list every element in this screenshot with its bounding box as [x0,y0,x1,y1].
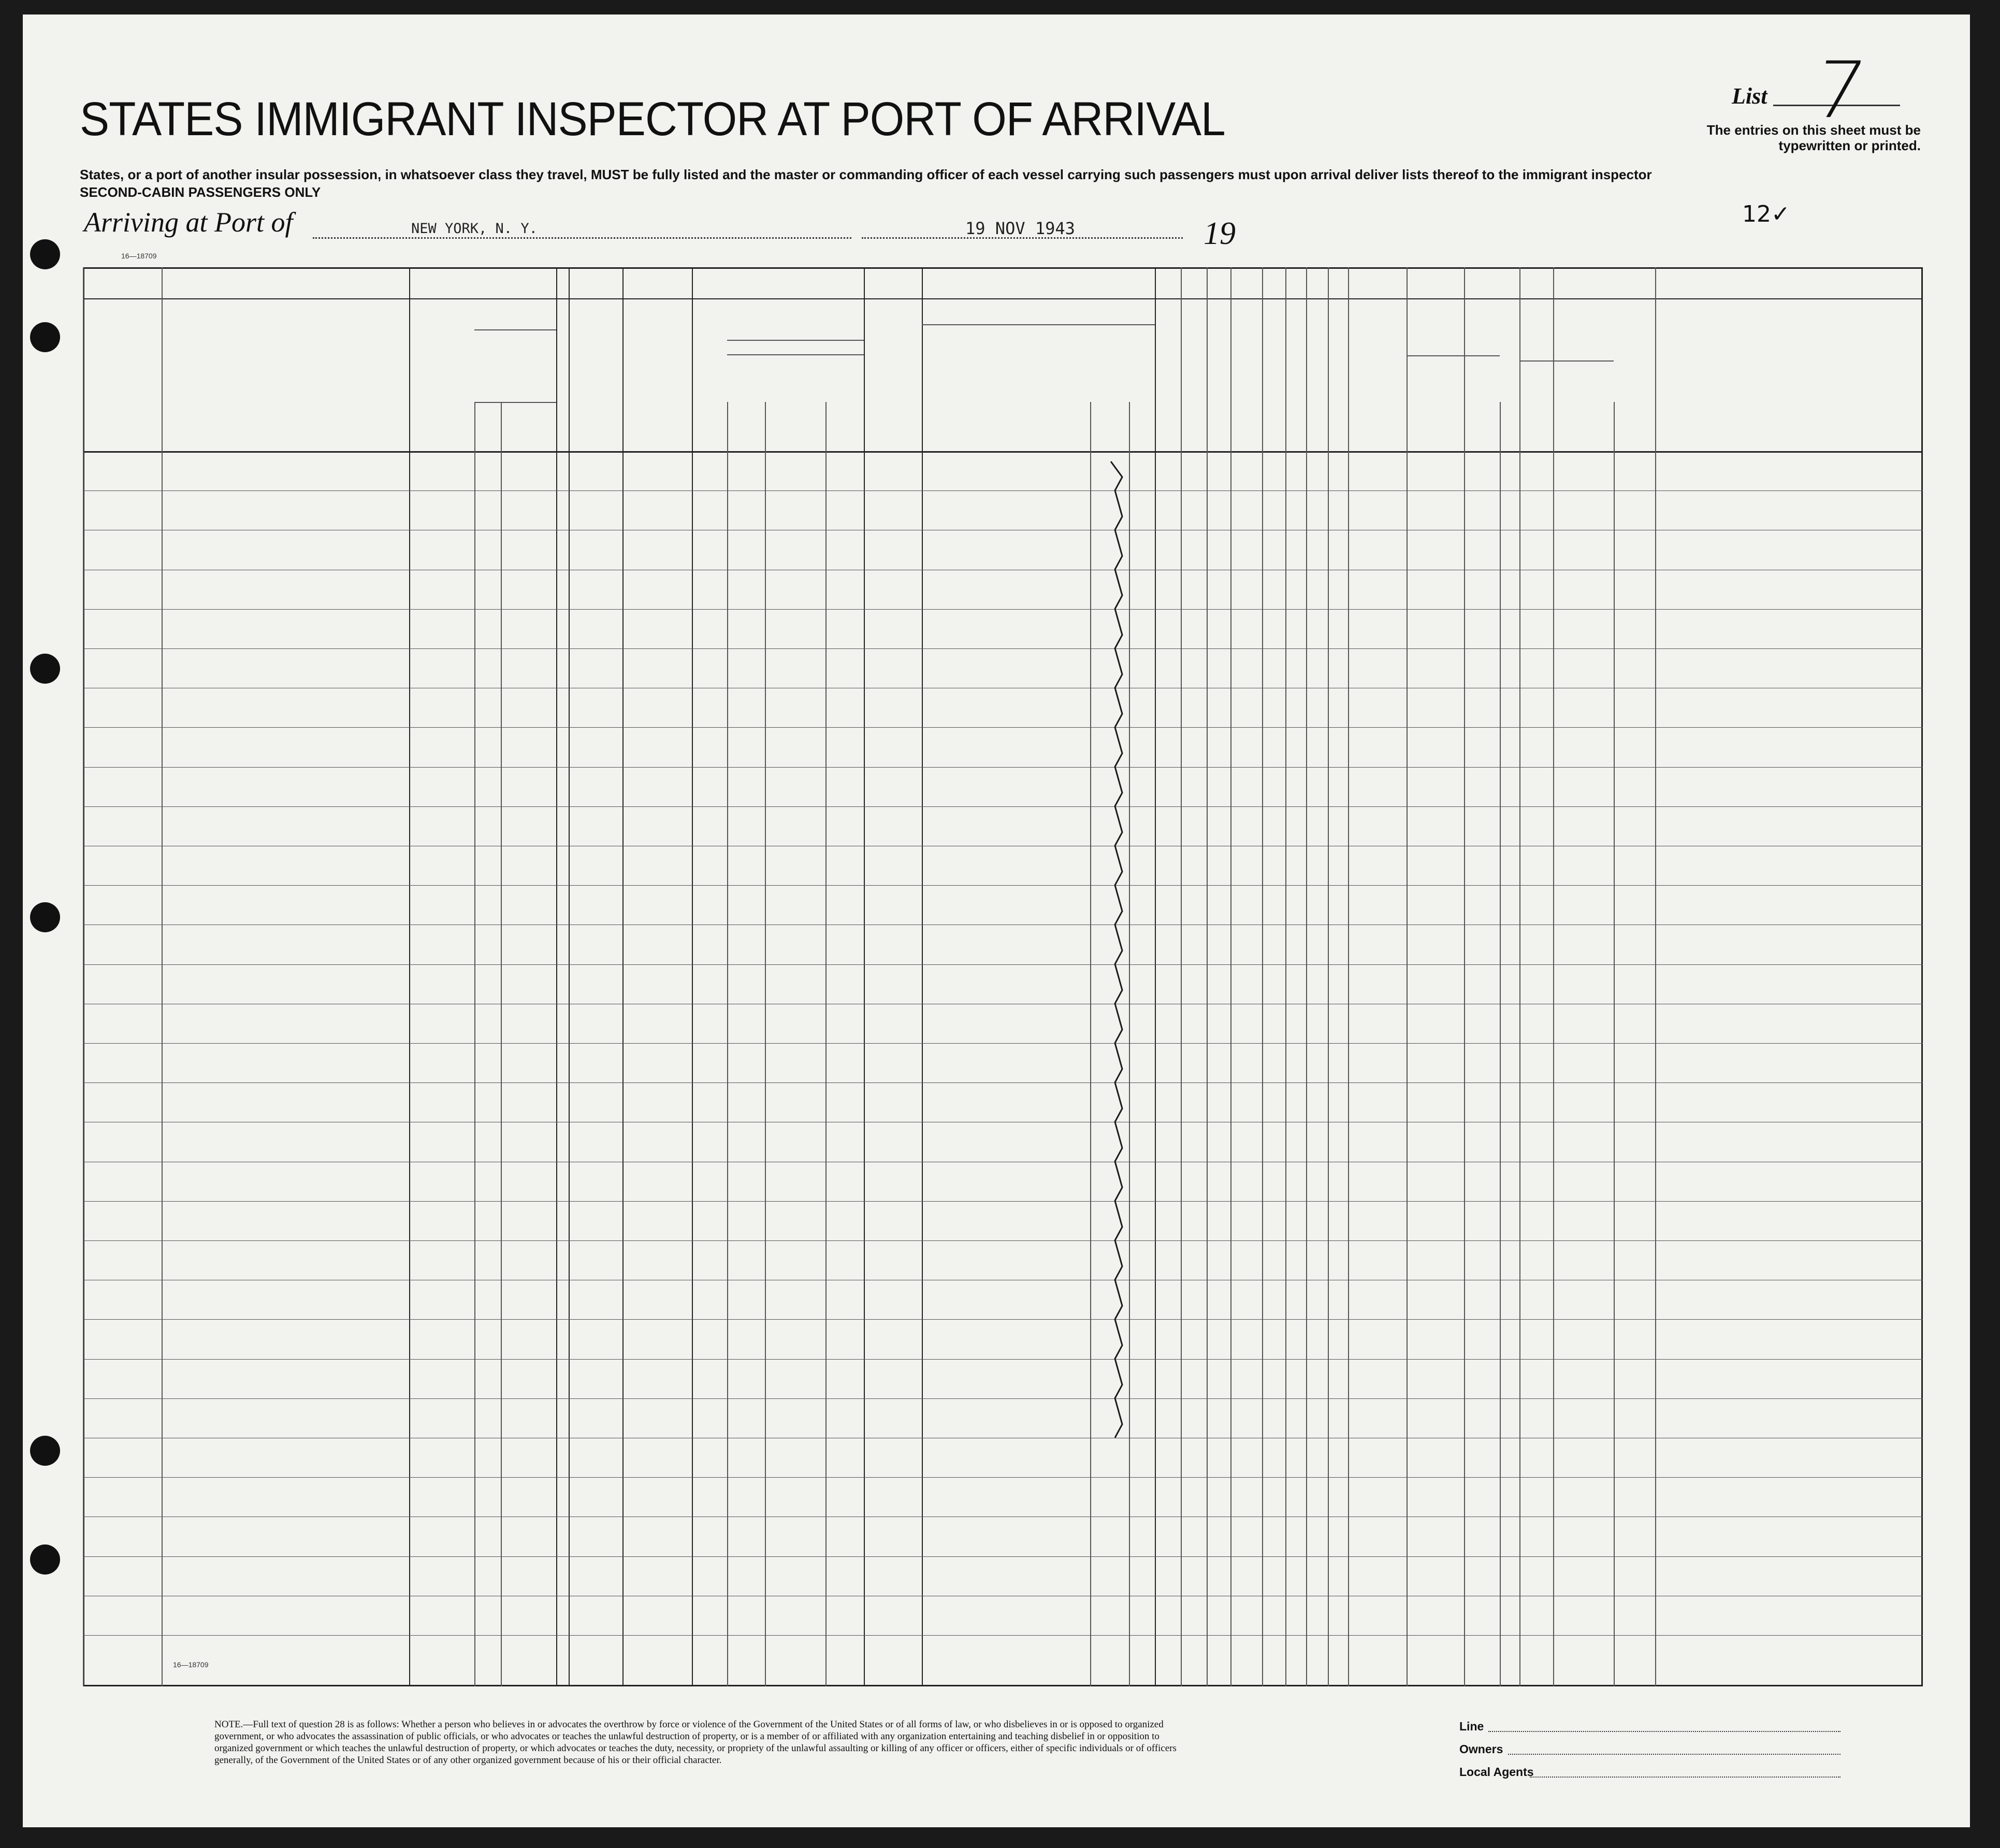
table-row [83,767,1923,806]
binder-hole [30,1544,60,1575]
table-row [83,806,1923,846]
grid-line [83,298,1923,299]
table-row [83,1043,1923,1082]
grid-line [1407,355,1500,356]
page-title: STATES IMMIGRANT INSPECTOR AT PORT OF ARRIVAL [80,93,1225,146]
grid-line [1519,360,1614,362]
entries-note: The entries on this sheet must be typewritten or printed. [1706,122,1921,153]
table-row [83,1162,1923,1201]
header-purpose-citizen [1131,328,1153,446]
table-row [83,451,1923,490]
table-row [83,609,1923,648]
sheet-number: 12✓ [1742,201,1790,227]
owners-field [1508,1754,1840,1755]
table-row [83,1004,1923,1043]
arriving-label: Arriving at Port of [84,207,293,238]
header-prison [1157,304,1179,446]
table-row [83,1201,1923,1240]
footnote-question-28: NOTE.—Full text of question 28 is as follows: Whether a person who believes in or advocates the overthrow by force or violence of the Government of the United States or of all forms of law, or who disbelieves in or is opposed to organized government, or who advocates the assassination of public officials, or who advocates or teaches the unlawful destruction of property, or is a member of or affiliated with any organization entertaining and teaching disbelief in or opposition to organized government or which teaches the unlawful destruction of property, or which advocates or teaches the duty, necessity, or propriety of the unlawful assaulting or killing of any officer or officers, either of specific individuals or of officers generally, of the Government of the United States or of any other organized government because of his or their official character. [214,1719,1177,1766]
table-row [83,846,1923,885]
arrival-port: NEW YORK, N. Y. [411,221,538,237]
line-field [1488,1731,1840,1732]
subtitle-line-2: SECOND-CABIN PASSENGERS ONLY [80,184,321,200]
binder-hole [30,322,60,352]
table-row [83,530,1923,569]
binder-hole [30,239,60,269]
empty-table-row [83,1477,1923,1517]
header-anarchist [1209,304,1228,446]
form-code-bottom: 16—18709 [173,1661,209,1669]
table-row [83,727,1923,767]
form-code-top: 16—18709 [121,252,157,260]
grid-line [474,329,556,330]
table-row [83,648,1923,688]
header-polygamist [1183,304,1205,446]
table-row [83,1122,1923,1161]
grid-line [83,1635,1923,1636]
empty-table-row [83,1438,1923,1477]
table-row [83,570,1923,609]
port-line [313,237,851,239]
header-q31 [1308,304,1326,446]
table-row [83,490,1923,530]
grid-line [727,340,864,341]
table-row [83,925,1923,964]
header-fifty-dollars [625,304,690,446]
header-q28 [1233,304,1260,446]
grid-line [83,267,1923,269]
header-q30 [1287,304,1304,446]
table-row [83,964,1923,1004]
table-row [83,1359,1923,1398]
table-row [83,1240,1923,1280]
empty-table-row [83,1556,1923,1596]
local-agents-label: Local Agents [1459,1765,1534,1779]
manifest-sheet [23,15,1970,1827]
table-row [83,1319,1923,1359]
arrival-date-stamp: 19 NOV 1943 [965,219,1075,238]
year-prefix: 19 [1204,216,1236,251]
binder-hole [30,902,60,932]
table-row [83,1280,1923,1319]
binder-hole [30,654,60,684]
grid-line [474,402,556,403]
header-ticket [558,304,567,446]
table-row [83,1082,1923,1122]
subtitle-line-1: States, or a port of another insular possession, in whatsoever class they travel, MUST be fully listed and the master or commanding officer of each vessel carrying such passengers must upon arrival deliver lists thereof to the immigrant inspector [80,167,1652,182]
header-purpose-return [924,328,1088,446]
manifest-table [83,267,1923,1686]
line-label: Line [1459,1720,1484,1733]
grid-line [922,324,1155,325]
table-row [83,885,1923,925]
table-row [83,688,1923,727]
empty-table-row [83,1596,1923,1635]
owners-label: Owners [1459,1742,1503,1756]
header-inches [1466,397,1498,443]
list-label: List [1732,83,1767,109]
local-agents-field [1530,1777,1840,1778]
header-feet [1409,402,1462,443]
page-subtitle [80,166,1652,201]
header-q29 [1264,304,1283,446]
binder-hole [30,1436,60,1466]
empty-table-row [83,1517,1923,1556]
table-row [83,1398,1923,1438]
grid-line [83,1685,1923,1686]
list-number: 7 [1806,46,1872,136]
grid-line [727,354,864,355]
header-purpose-length [1092,328,1127,446]
